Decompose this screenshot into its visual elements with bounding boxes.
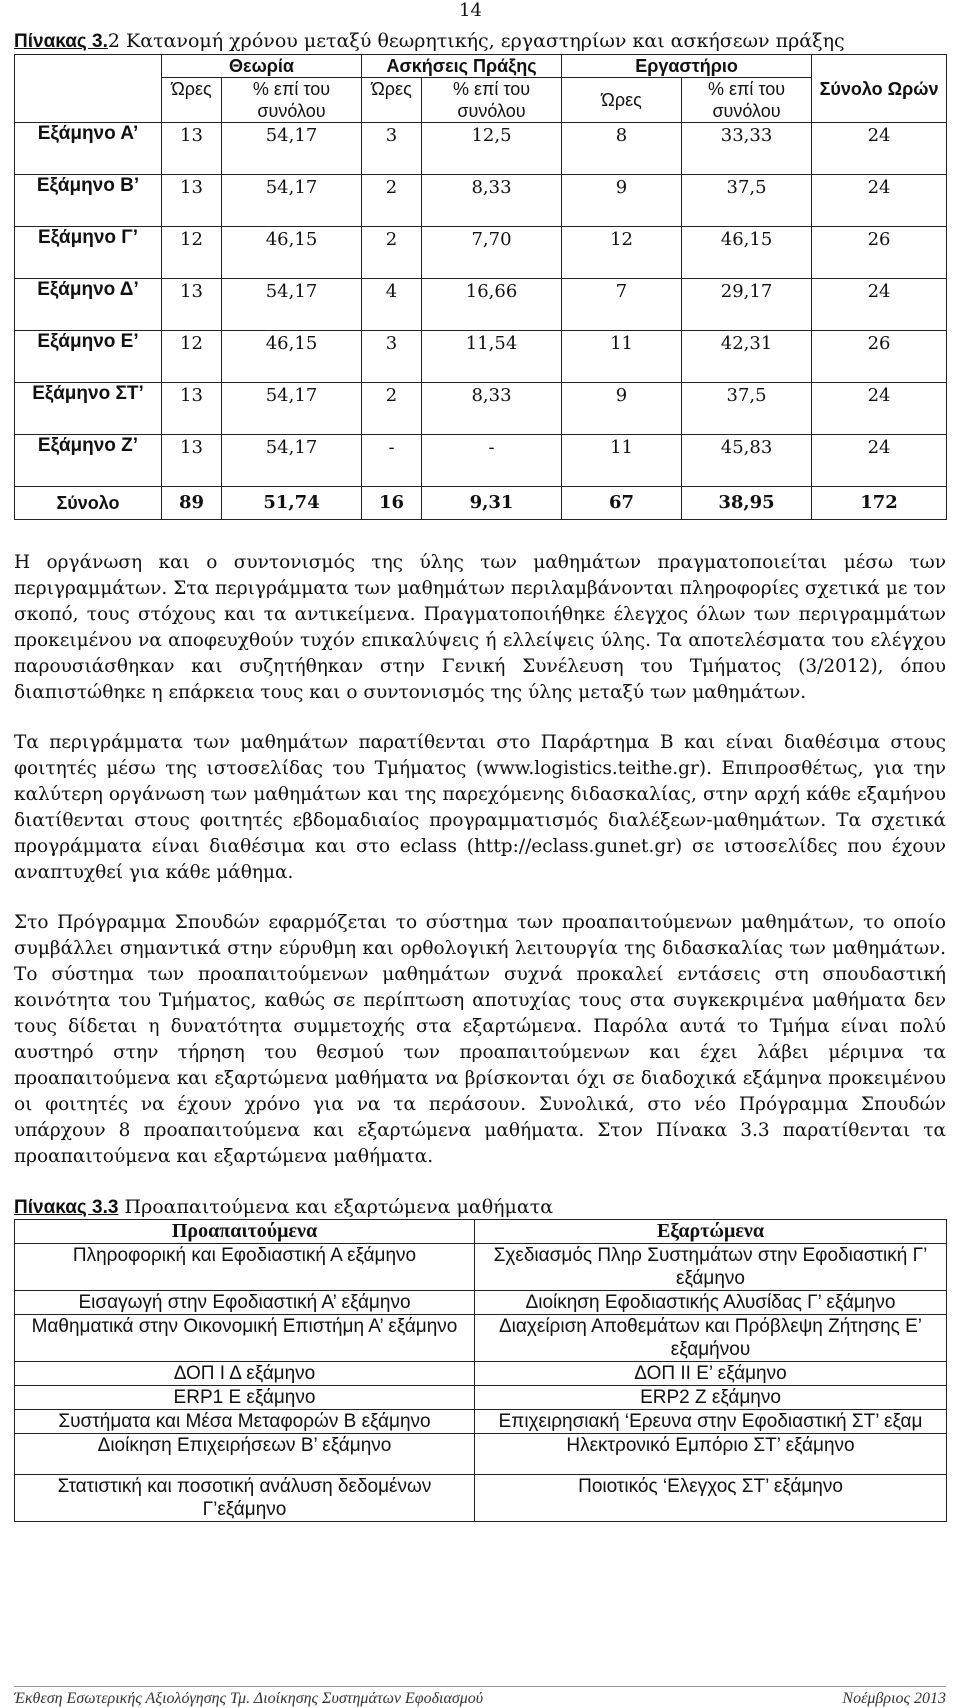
prerequisite-course: ΔΟΠ Ι Δ εξάμηνο [15,1362,475,1386]
exercises-percent: - [422,435,562,487]
exercises-hours: 2 [362,383,422,435]
group-theory: Θεωρία [162,55,362,78]
theory-percent: 46,15 [222,331,362,383]
dependent-course: Επιχειρησιακή ‘Ερευνα στην Εφοδιαστική ΣΤ’ εξαμ [475,1410,947,1434]
exercises-percent: 12,5 [422,123,562,175]
exercises-percent: 8,33 [422,175,562,227]
sub-lab-percent: % επί του συνόλου [682,78,812,123]
time-distribution-table [14,54,947,520]
dependent-course: Σχεδιασμός Πληρ Συστημάτων στην Εφοδιαστική Γ’ εξάμηνο [475,1244,947,1291]
exercises-hours: 3 [362,331,422,383]
lab-percent: 46,15 [682,227,812,279]
table-row [15,435,947,487]
total-exercises-percent: 9,31 [422,487,562,520]
total-hours: 24 [812,279,947,331]
table-row [15,1410,947,1434]
lab-percent: 37,5 [682,175,812,227]
table-row [15,1475,947,1522]
table-row [15,1362,947,1386]
theory-percent: 54,17 [222,175,362,227]
total-theory-percent: 51,74 [222,487,362,520]
table-row [15,331,947,383]
page-number: 14 [459,0,482,21]
semester-label: Εξάμηνο Α’ [15,123,162,175]
exercises-percent: 11,54 [422,331,562,383]
lab-hours: 9 [562,175,682,227]
theory-percent: 54,17 [222,279,362,331]
paragraph-prerequisites: Στο Πρόγραμμα Σπουδών εφαρμόζεται το σύστημα των προαπαιτούμενων μαθημάτων, το οποίο συμβάλλει σημαντικά στην εύρυθμη και ορθολογική λειτουργία της διδασκαλίας των μαθημάτων. Το σύστημα των προαπαιτούμενων μαθημάτων συχνά προκαλεί εντάσεις στη σπουδαστική κοινότητα του Τμήματος, καθώς σε περίπτωση αποτυχίας τους στα συγκεκριμένα μαθήματα δεν τους δίδεται η δυνατότητα συμμετοχής στα εξαρτώμενα. Παρόλα αυτά το Τμήμα είναι πολύ αυστηρό στην τήρηση του θεσμού των προαπαιτούμενων και έχει λάβει μέριμνα τα προαπαιτούμενα και εξαρτώμενα μαθήματα να βρίσκονται όχι σε διαδοχικά εξάμηνα προκειμένου οι φοιτητές να έχουν χρόνο για να τα περάσουν. Συνολικά, στο νέο Πρόγραμμα Σπουδών υπάρχουν 8 προαπαιτούμενα και εξαρτώμενα μαθήματα. Στον Πίνακα 3.3 παρατίθενται τα προαπαιτούμενα και εξαρτώμενα μαθήματα. [14,912,946,1167]
total-lab-percent: 38,95 [682,487,812,520]
lab-hours: 9 [562,383,682,435]
sub-exercises-hours: Ώρες [362,78,422,123]
table1-group-header [15,55,947,78]
prerequisite-course: Στατιστική και ποσοτική ανάλυση δεδομένων Γ’εξάμηνο [15,1475,475,1522]
lab-percent: 29,17 [682,279,812,331]
lab-percent: 42,31 [682,331,812,383]
semester-label: Εξάμηνο Δ’ [15,279,162,331]
prerequisite-course: Πληροφορική και Εφοδιαστική Α εξάμηνο [15,1244,475,1291]
semester-label: Εξάμηνο Ζ’ [15,435,162,487]
sub-theory-hours: Ώρες [162,78,222,123]
semester-label: Εξάμηνο ΣΤ’ [15,383,162,435]
theory-hours: 12 [162,227,222,279]
table1-caption-text: Κατανομή χρόνου μεταξύ θεωρητικής, εργαστηρίων και ασκήσεων πράξης [120,30,845,52]
footer-date: Νοέμβριος 2013 [842,1690,946,1707]
sub-exercises-percent: % επί του συνόλου [422,78,562,123]
paragraph-outline-availability: Τα περιγράμματα των μαθημάτων παρατίθενται στο Παράρτημα Β και είναι διαθέσιμα στους φοιτητές μέσω της ιστοσελίδας του Τμήματος (www.logistics.teithe.gr). Επιπροσθέτως, για την καλύτερη οργάνωση των μαθημάτων και της παρεχόμενης διδασκαλίας, στην αρχή κάθε εξαμήνου διατίθενται στους φοιτητές εβδομαδιαίος προγραμματισμός διαλέξεων-μαθημάτων. Τα σχετικά προγράμματα είναι διαθέσιμα και στο eclass (http://eclass.gunet.gr) σε ιστοσελίδες που έχουν αναπτυχθεί για κάθε μάθημα. [14,732,946,883]
table2-caption-text: Προαπαιτούμενα και εξαρτώμενα μαθήματα [118,1196,554,1218]
exercises-percent: 7,70 [422,227,562,279]
dependent-course: Διαχείριση Αποθεμάτων και Πρόβλεψη Ζήτησης Ε’ εξαμήνου [475,1315,947,1362]
lab-hours: 12 [562,227,682,279]
lab-percent: 33,33 [682,123,812,175]
exercises-hours: - [362,435,422,487]
grand-total-hours: 172 [812,487,947,520]
total-label: Σύνολο [15,487,162,520]
table1-corner [15,55,162,78]
group-lab: Εργαστήριο [562,55,812,78]
table2-header [15,1220,947,1244]
prerequisite-course: Διοίκηση Επιχειρήσεων Β’ εξάμηνο [15,1434,475,1475]
total-hours: 24 [812,435,947,487]
dependent-course: Ποιοτικός ‘Ελεγχος ΣΤ’ εξάμηνο [475,1475,947,1522]
total-hours-header: Σύνολο Ωρών [812,55,947,123]
total-hours: 26 [812,331,947,383]
exercises-hours: 4 [362,279,422,331]
lab-hours: 7 [562,279,682,331]
theory-percent: 54,17 [222,435,362,487]
total-hours: 26 [812,227,947,279]
table1-caption [14,30,946,53]
sub-theory-percent: % επί του συνόλου [222,78,362,123]
semester-label: Εξάμηνο Ε’ [15,331,162,383]
dependent-course: Διοίκηση Εφοδιαστικής Αλυσίδας Γ’ εξάμηνο [475,1291,947,1315]
theory-percent: 54,17 [222,123,362,175]
dependent-course: ΔΟΠ ΙΙ Ε’ εξάμηνο [475,1362,947,1386]
table-row [15,123,947,175]
table1-total-row [15,487,947,520]
footer-report-title: Έκθεση Εσωτερικής Αξιολόγησης Τμ. Διοίκησης Συστημάτων Εφοδιασμού [14,1690,484,1707]
page-footer [14,1686,946,1708]
lab-hours: 11 [562,331,682,383]
exercises-percent: 16,66 [422,279,562,331]
theory-hours: 13 [162,123,222,175]
dependent-course: Ηλεκτρονικό Εμπόριο ΣΤ’ εξάμηνο [475,1434,947,1475]
prerequisite-course: ERP1 Ε εξάμηνο [15,1386,475,1410]
total-hours: 24 [812,123,947,175]
table-row [15,1244,947,1291]
table2-caption [14,1196,946,1219]
semester-label: Εξάμηνο Β’ [15,175,162,227]
lab-hours: 8 [562,123,682,175]
lab-percent: 45,83 [682,435,812,487]
table-row [15,175,947,227]
table1-sub-header [15,78,947,123]
prerequisite-course: Συστήματα και Μέσα Μεταφορών Β εξάμηνο [15,1410,475,1434]
sub-lab-hours: Ώρες [562,78,682,123]
paragraph-course-outlines: Η οργάνωση και ο συντονισμός της ύλης των μαθημάτων πραγματοποιείται μέσω των περιγραμμάτων. Στα περιγράμματα των μαθημάτων περιλαμβάνονται πληροφορίες σχετικά με τον σκοπό, τους στόχους και τα αντικείμενα. Πραγματοποιήθηκε έλεγχος όλων των περιγραμμάτων προκειμένου να αποφευχθούν τυχόν επικαλύψεις ή ελλείψεις ύλης. Τα αποτελέσματα του ελέγχου παρουσιάσθηκαν και συζητήθηκαν στην Γενική Συνέλευση του Τμήματος (3/2012), όπου διαπιστώθηκε η επάρκεια τους και ο συντονισμός της ύλης μεταξύ των μαθημάτων. [14,552,946,703]
group-exercises: Ασκήσεις Πράξης [362,55,562,78]
total-hours: 24 [812,383,947,435]
table-row [15,1434,947,1475]
total-theory-hours: 89 [162,487,222,520]
table-row [15,383,947,435]
table-row [15,227,947,279]
table1-caption-label: Πίνακας 3. [14,31,108,52]
dependent-course: ERP2 Ζ εξάμηνο [475,1386,947,1410]
exercises-percent: 8,33 [422,383,562,435]
exercises-hours: 2 [362,227,422,279]
total-exercises-hours: 16 [362,487,422,520]
table1-caption-number: 2 [107,30,120,52]
table1-corner-lower [15,78,162,123]
semester-label: Εξάμηνο Γ’ [15,227,162,279]
theory-percent: 54,17 [222,383,362,435]
total-hours: 24 [812,175,947,227]
table-row [15,1291,947,1315]
lab-hours: 11 [562,435,682,487]
total-lab-hours: 67 [562,487,682,520]
table2-caption-label: Πίνακας 3.3 [14,1197,119,1218]
theory-hours: 13 [162,435,222,487]
document-page [14,30,946,1522]
prerequisite-course: Εισαγωγή στην Εφοδιαστική Α’ εξάμηνο [15,1291,475,1315]
prerequisite-course: Μαθηματικά στην Οικονομική Επιστήμη Α’ εξάμηνο [15,1315,475,1362]
prerequisites-table [14,1219,947,1522]
table-row [15,1386,947,1410]
theory-percent: 46,15 [222,227,362,279]
table-row [15,1315,947,1362]
theory-hours: 13 [162,175,222,227]
prerequisite-header: Προαπαιτούμενα [15,1220,475,1244]
lab-percent: 37,5 [682,383,812,435]
theory-hours: 13 [162,279,222,331]
dependent-header: Εξαρτώμενα [475,1220,947,1244]
exercises-hours: 2 [362,175,422,227]
theory-hours: 13 [162,383,222,435]
table-row [15,279,947,331]
exercises-hours: 3 [362,123,422,175]
theory-hours: 12 [162,331,222,383]
